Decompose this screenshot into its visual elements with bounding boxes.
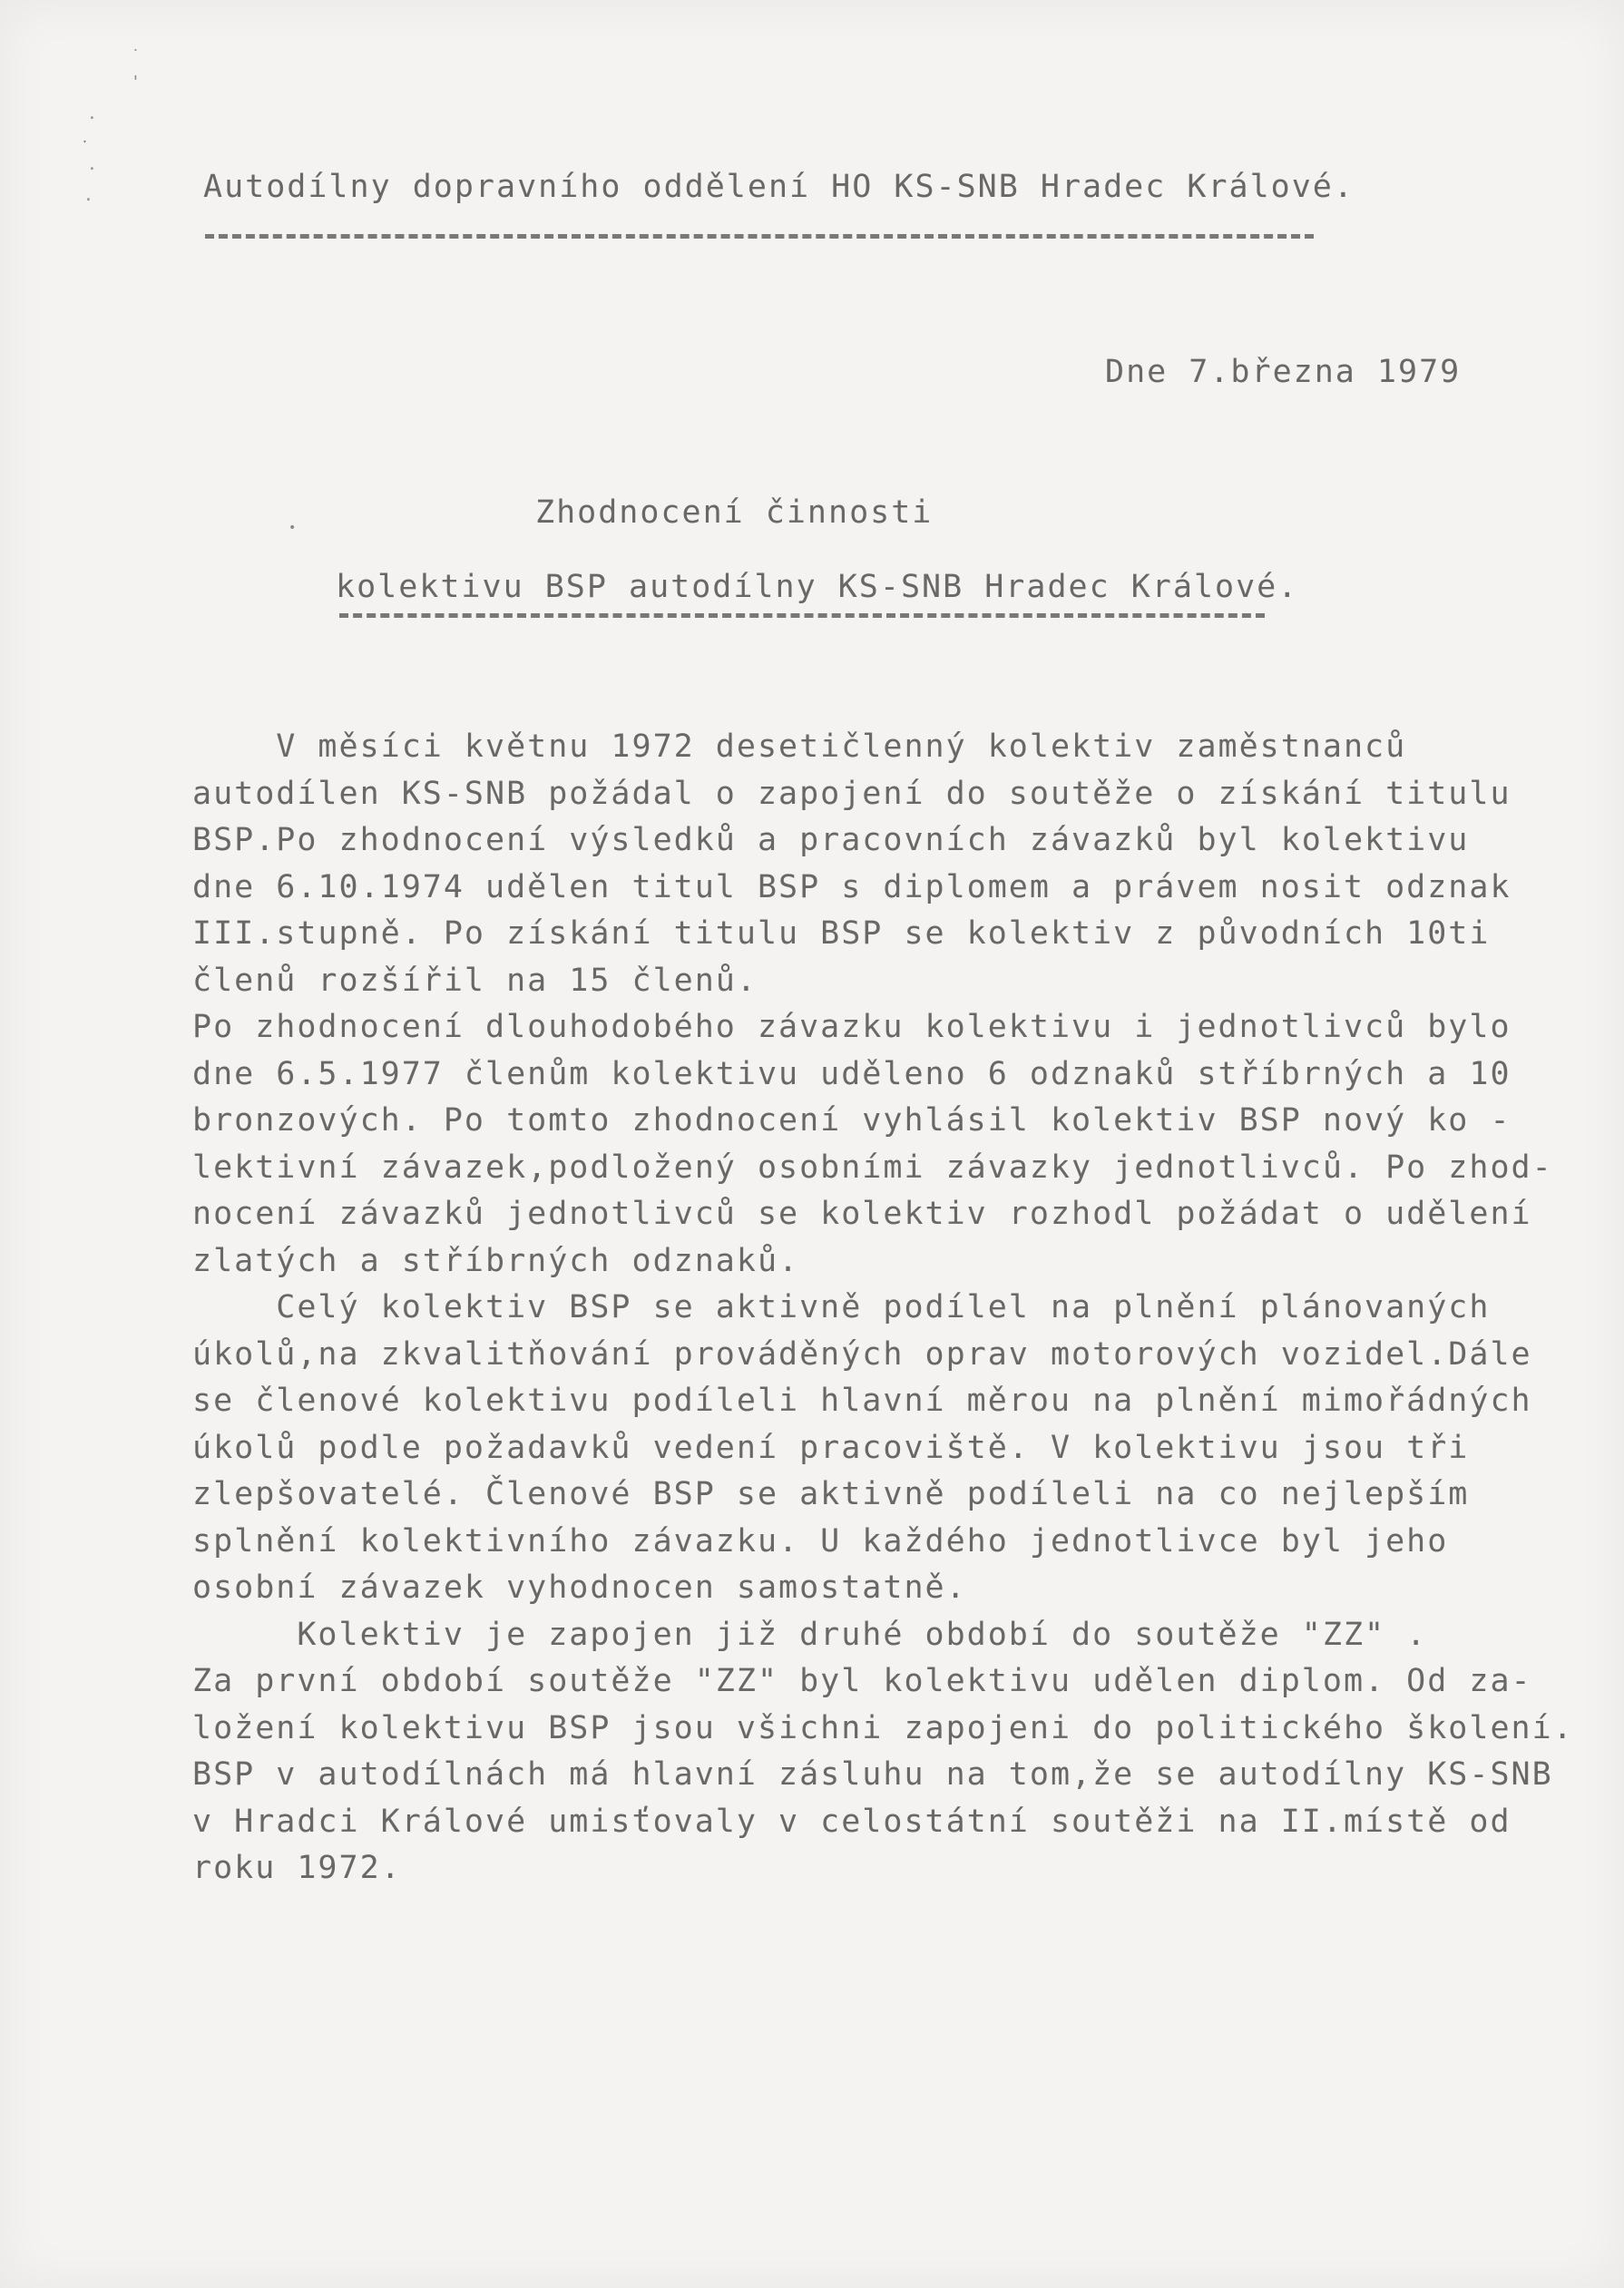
body-line: členů rozšířil na 15 členů. xyxy=(192,962,758,999)
body-line: bronzových. Po tomto zhodnocení vyhlásil kolektiv BSP nový ko - xyxy=(192,1102,1511,1139)
document-body xyxy=(192,724,1574,1892)
body-line: roku 1972. xyxy=(192,1850,402,1886)
body-line: Celý kolektiv BSP se aktivně podílel na plnění plánovaných xyxy=(192,1289,1491,1325)
body-line: autodílen KS-SNB požádal o zapojení do soutěže o získání titulu xyxy=(192,775,1511,812)
body-line: V měsíci květnu 1972 desetičlenný kolektiv zaměstnanců xyxy=(192,728,1407,765)
document-title-line-2: kolektivu BSP autodílny KS-SNB Hradec Králové. xyxy=(336,569,1299,605)
margin-punch-marks: ˙ ' · ˑ · · xyxy=(80,47,141,210)
body-line: dne 6.10.1974 udělen titul BSP s diplomem a právem nosit odznak xyxy=(192,868,1511,905)
document-title-line-1: Zhodnocení činnosti xyxy=(535,494,934,531)
body-line: splnění kolektivního závazku. U každého jednotlivce byl jeho xyxy=(192,1522,1449,1560)
body-line: úkolů podle požadavků vedení pracoviště. V kolektivu jsou tři xyxy=(192,1429,1470,1466)
body-line: Za první období soutěže "ZZ" byl kolektivu udělen diplom. Od za- xyxy=(192,1663,1532,1699)
document-date: Dne 7.března 1979 xyxy=(1105,354,1462,390)
header-underline xyxy=(205,234,1314,239)
body-line: úkolů,na zkvalitňování prováděných oprav motorových vozidel.Dále xyxy=(192,1335,1532,1373)
body-line: BSP.Po zhodnocení výsledků a pracovních závazků byl kolektivu xyxy=(192,822,1470,858)
body-line: Po zhodnocení dlouhodobého závazku kolektivu i jednotlivců bylo xyxy=(192,1009,1511,1045)
body-line: ložení kolektivu BSP jsou všichni zapojeni do politického školení. xyxy=(192,1709,1574,1746)
body-line: osobní závazek vyhodnocen samostatně. xyxy=(192,1569,967,1606)
body-line: Kolektiv je zapojen již druhé období do soutěže "ZZ" . xyxy=(192,1616,1428,1653)
body-line: v Hradci Králové umisťovaly v celostátní soutěži na II.místě od xyxy=(192,1803,1511,1840)
body-line: se členové kolektivu podíleli hlavní měrou na plnění mimořádných xyxy=(192,1383,1532,1419)
stray-mark: • xyxy=(289,521,297,535)
document-header: Autodílny dopravního oddělení HO KS-SNB Hradec Králové. xyxy=(203,169,1355,205)
body-line: zlatých a stříbrných odznaků. xyxy=(192,1242,800,1279)
body-line: lektivní závazek,podložený osobními závazky jednotlivců. Po zhod- xyxy=(192,1149,1553,1186)
body-line: zlepšovatelé. Členové BSP se aktivně podíleli na co nejlepším xyxy=(192,1476,1470,1512)
body-line: III.stupně. Po získání titulu BSP se kolektiv z původních 10ti xyxy=(192,915,1491,952)
body-line: BSP v autodílnách má hlavní zásluhu na tom,že se autodílny KS-SNB xyxy=(192,1756,1553,1793)
body-line: nocení závazků jednotlivců se kolektiv rozhodl požádat o udělení xyxy=(192,1196,1532,1232)
title-underline xyxy=(339,613,1265,618)
body-line: dne 6.5.1977 členům kolektivu uděleno 6 odznaků stříbrných a 10 xyxy=(192,1055,1511,1092)
